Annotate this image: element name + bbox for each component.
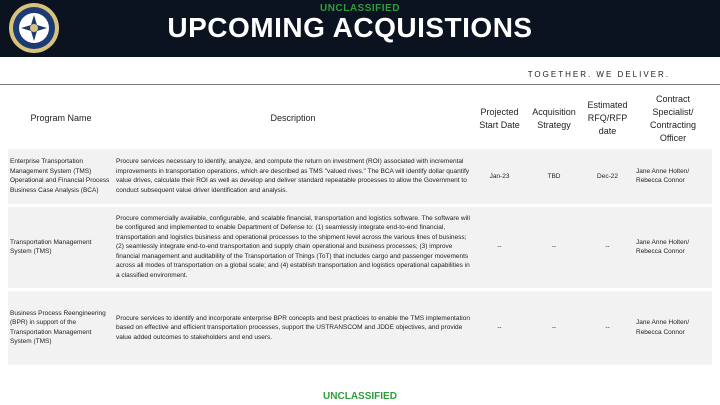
column-header-strategy: Acquisition Strategy — [527, 88, 581, 149]
table-header-row — [8, 88, 712, 149]
table-row — [8, 289, 712, 365]
program-name: Business Process Reengineering (BPR) in support of the Transportation Management System (TMS) — [8, 289, 114, 365]
start-date: -- — [472, 289, 527, 365]
tagline: TOGETHER. WE DELIVER. — [527, 70, 670, 79]
column-header-rfq-date: Estimated RFQ/RFP date — [581, 88, 634, 149]
acquisition-strategy: TBD — [527, 149, 581, 205]
description: Procure services necessary to identify, analyze, and compute the return on investment (ROI) associated with incremental improvements in transportation operations, which are described as TMS "valued rives." The BCA will identify dollar quantify value drives, calculate their ROI as well as develop and deliver standard repeatable processes to allow the Government to conduct subsequent value driver identification and analysis. — [114, 149, 472, 205]
program-name: Enterprise Transportation Management System (TMS) Operational and Financial Process Business Case Analysis (BCA) — [8, 149, 114, 205]
rfq-date: -- — [581, 205, 634, 289]
column-header-description: Description — [114, 88, 472, 149]
description: Procure services to identify and incorporate enterprise BPR concepts and best practices to enable the TMS implementation based on effective and efficient transportation processes, support the USTRANSCOM and JDDE objectives, and provide value added outcomes to stakeholders and end users. — [114, 289, 472, 365]
header-banner — [0, 0, 720, 57]
acquisitions-table — [8, 88, 712, 365]
divider — [0, 84, 720, 85]
acquisition-strategy: -- — [527, 289, 581, 365]
column-header-start-date: Projected Start Date — [472, 88, 527, 149]
page-title: UPCOMING ACQUISTIONS — [167, 12, 533, 43]
table-row — [8, 149, 712, 205]
contract-specialist: Jane Anne Holten/ Rebecca Connor — [634, 205, 712, 289]
acquisition-strategy: -- — [527, 205, 581, 289]
table-row — [8, 205, 712, 289]
rfq-date: -- — [581, 289, 634, 365]
description: Procure commercially available, configurable, and scalable financial, transportation and logistics software. The software will be configured and implemented to enable Department of Defense to: (1) seamlessly integrate end-to-end financial, transportation and logistics business and operational processes to the shipment level across the various lines of business; (2) seamlessly integrate end-to-end transportation and supply chain operational and business processes; (3) improve financial management and auditability of the Transportation of Things (ToT) that includes cargo and passenger movements across all modes of transportation on a global scale; and (4) establish transportation and logistics operational capabilities in a classified environment. — [114, 205, 472, 289]
start-date: -- — [472, 205, 527, 289]
rfq-date: Dec-22 — [581, 149, 634, 205]
column-header-contact: Contract Specialist/ Contracting Officer — [634, 88, 712, 149]
program-name: Transportation Management System (TMS) — [8, 205, 114, 289]
top-classification: UNCLASSIFIED — [320, 3, 400, 14]
column-header-program: Program Name — [8, 88, 114, 149]
start-date: Jan-23 — [472, 149, 527, 205]
contract-specialist: Jane Anne Holten/ Rebecca Connor — [634, 289, 712, 365]
bottom-classification: UNCLASSIFIED — [323, 391, 397, 402]
contract-specialist: Jane Anne Holten/ Rebecca Connor — [634, 149, 712, 205]
